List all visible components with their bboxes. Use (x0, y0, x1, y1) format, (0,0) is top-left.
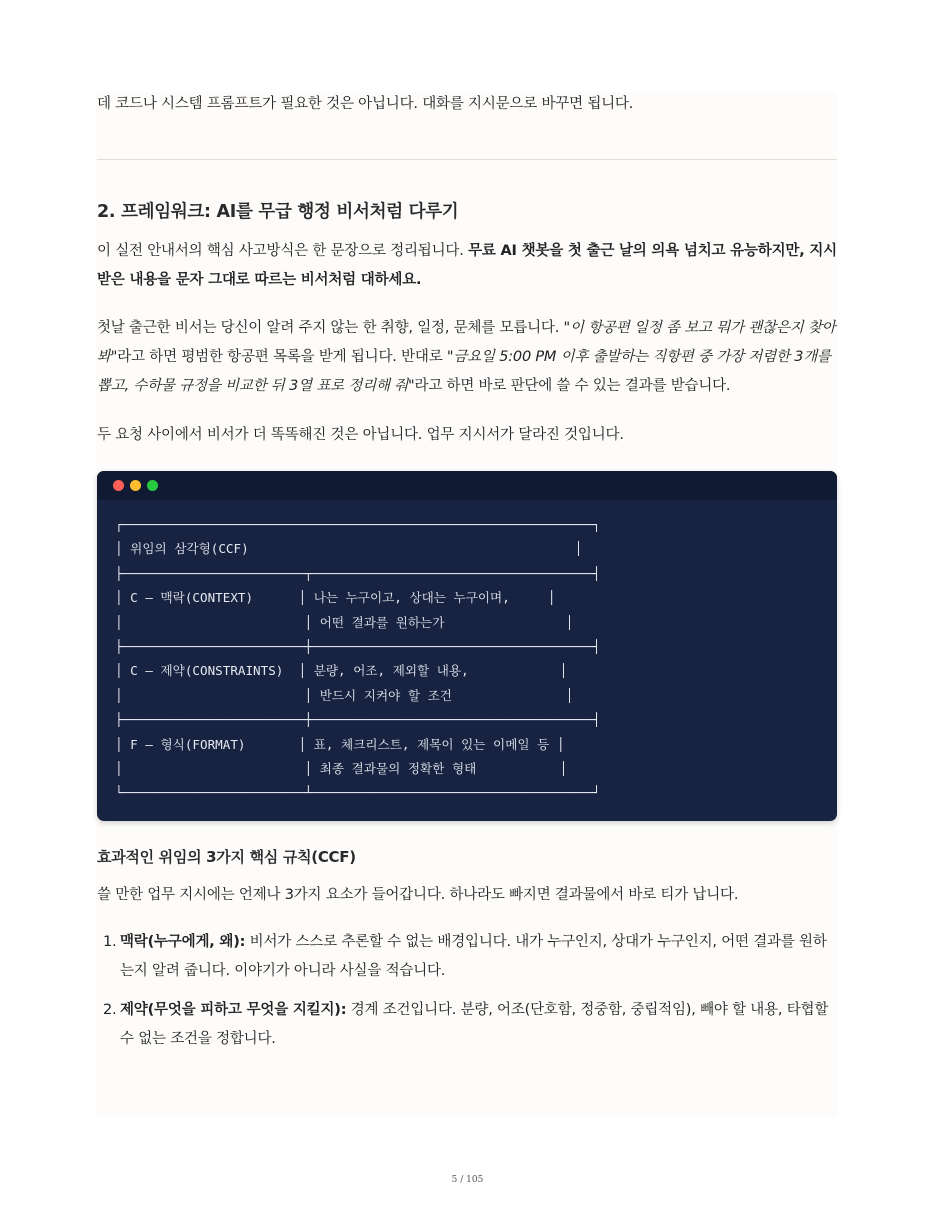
rule-head: 제약(무엇을 피하고 무엇을 지킬지): (120, 1002, 347, 1018)
rules-heading: 효과적인 위임의 3가지 핵심 규칙(CCF) (97, 848, 356, 866)
list-item-text (120, 928, 832, 986)
list-item-number: 2. (103, 1002, 117, 1018)
example-text-1: 첫날 출근한 비서는 당신이 알려 주지 않는 한 취향, 일정, 문체를 모릅니다. (97, 320, 564, 336)
list-item-text (120, 996, 832, 1054)
example-quote-specific: "금요일 5:00 PM 이후 출발하는 직항편 중 가장 저렴한 3개를 뽑고, 수하물 규정을 비교한 뒤 3열 표로 정리해 줘" (97, 349, 831, 394)
section-divider (97, 159, 837, 160)
example-text-3: 라고 하면 바로 판단에 쓸 수 있는 결과를 받습니다. (414, 378, 731, 394)
paragraph-core-idea (97, 237, 837, 295)
minimize-dot-icon (130, 480, 141, 491)
section-heading: 2. 프레임워크: AI를 무급 행정 비서처럼 다루기 (97, 202, 459, 222)
code-window (97, 471, 837, 821)
example-text-2: 라고 하면 평범한 항공편 목록을 받게 됩니다. 반대로 (117, 349, 447, 365)
core-idea-emphasis: 무료 AI 챗봇을 첫 출근 날의 의욕 넘치고 유능하지만, 지시받은 내용을 문자 그대로 따르는 비서처럼 대하세요. (97, 243, 837, 288)
paragraph-conclusion: 두 요청 사이에서 비서가 더 똑똑해진 것은 아닙니다. 업무 지시서가 달라진 것입니다. (97, 427, 624, 443)
core-idea-text: 이 실전 안내서의 핵심 사고방식은 한 문장으로 정리됩니다. (97, 243, 469, 259)
page-number: 5 / 105 (451, 1175, 484, 1185)
rule-body: 경계 조건입니다. 분량, 어조(단호함, 정중함, 중립적임), 빼야 할 내용, 타협할 수 없는 조건을 정합니다. (120, 1002, 829, 1047)
close-dot-icon (113, 480, 124, 491)
rules-intro-paragraph: 쓸 만한 업무 지시에는 언제나 3가지 요소가 들어갑니다. 하나라도 빠지면 결과물에서 바로 티가 납니다. (97, 887, 739, 903)
ccf-diagram-ascii: ┌──────────────────────────────────────────────────────────────┐ │ 위임의 삼각형(CCF) │ ├────────────────────────┬─────────────────────────────────────┤ │ C — 맥락(CONTEXT) │ 나는 누구이고, 상대는 누구이며, │ │ │ 어떤 결과를 원하는가 │ ├────────────────────────┼─────────────────────────────────────┤ │ C — 제약(CONSTRAINTS) │ 분량, 어조, 제외할 내용, │ │ │ 반드시 지켜야 할 조건 │ ├────────────────────────┼─────────────────────────────────────┤ │ F — 형식(FORMAT) │ 표, 체크리스트, 제목이 있는 이메일 등 │ │ │ 최종 결과물의 정확한 형태 │ └────────────────────────┴─────────────────────────────────────┘ (115, 517, 601, 801)
example-quote-vague: "이 항공편 일정 좀 보고 뭐가 괜찮은지 찾아봐" (97, 320, 836, 365)
maximize-dot-icon (147, 480, 158, 491)
rule-head: 맥락(누구에게, 왜): (120, 934, 246, 950)
paragraph-example (97, 314, 837, 401)
list-item-number: 1. (103, 934, 117, 950)
code-window-titlebar (97, 471, 837, 500)
intro-paragraph: 데 코드나 시스템 프롬프트가 필요한 것은 아닙니다. 대화를 지시문으로 바꾸면 됩니다. (97, 96, 634, 112)
rule-body: 비서가 스스로 추론할 수 없는 배경입니다. 내가 누구인지, 상대가 누구인지, 어떤 결과를 원하는지 알려 줍니다. 이야기가 아니라 사실을 적습니다. (120, 934, 827, 979)
